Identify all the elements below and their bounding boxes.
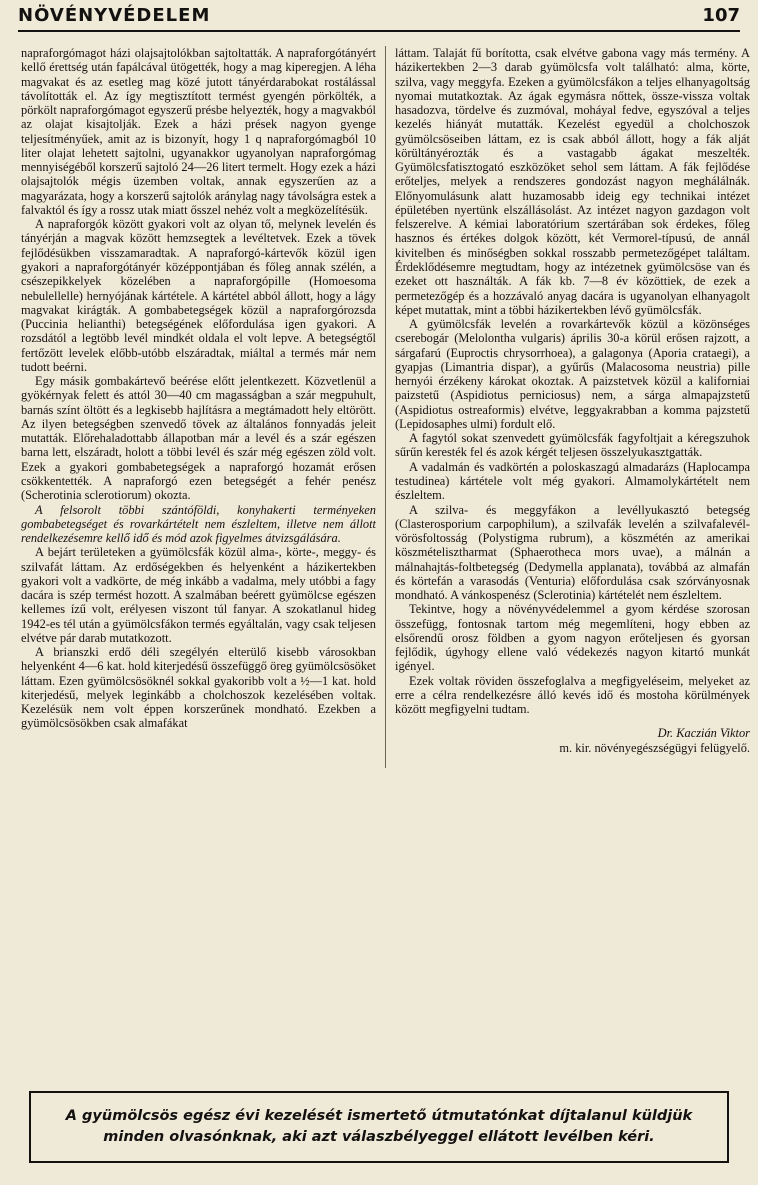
journal-title: NÖVÉNYVÉDELEM [18,5,211,26]
page-number: 107 [702,5,740,26]
paragraph: A gyümölcsfák levelén a rovarkártevők közül a közönséges cserebogár (Melolontha vulgaris) április 30-a körül erősen rajzott, a sárgafarú (Euproctis chrysorrhoea), a galagonya (Aporia crataegi), a gyapjas (Limantria dispar), a gyűrűs (Malacosoma neustria) pille hernyói érzékeny károkat okoztak. A paizstetvek közül a kaliforniai paizstetű (Aspidiotus perniciosus) nem, a sárga almapajzstetű (Aspidiotus ostreaformis) elvétve, leggyakrabban a komma pajzstetű (Lepidosaphes ulmi) fordult elő. [395,317,750,431]
paragraph: A felsorolt többi szántóföldi, konyhakerti terményeken gombabetegséget és rovarkártételt nem észleltem, illetve nem állott rendelkezésemre kellő idő és mód azok figyelmes átvizsgálására. [21,502,376,546]
right-column [395,46,750,768]
paragraph: napraforgómagot házi olajsajtolókban sajtoltatták. A napraforgótányért kellő érettség után fapálcával ütögették, hogy a mag kiperegjen. A léha magvakat és az esetleg mag közé jutott tányérdarabokat rostálással távolították el. Az így megtisztított termést gyengén pörkölték, a pörkölt napraforgómagot egyszerű présbe helyezték, hogy a magvakból az olajat kisajtolják. Ezek a házi prések nagyon gyenge teljesítményűek, amit az is bizonyít, hogy 1 q napraforgómagból 10 liter olajat lehetett sajtolni, ugyanakkor ugyanolyan napraforgómag mennyiségéből korszerű sajtoló 24—26 litert termelt. Hogy ezek a házi olajsajtolók mégis üzemben voltak, annak egyszerűen az a magyarázata, hogy a korszerű sajtolók aránylag nagy távolságra estek a falvaktól és így a rossz utak miatt ősszel nehéz volt a megközelítésük. [21,46,376,217]
paragraph: A fagytól sokat szenvedett gyümölcsfák fagyfoltjait a kéregszuhok sűrűn keresték fel és azok kérgét teljesen összelyukasztgatták. [395,431,750,460]
left-column [21,46,376,768]
column-divider [385,46,386,768]
paragraph: láttam. Talaját fű borította, csak elvétve gabona vagy más termény. A házikertekben 2—3 darab gyümölcsfa volt található: alma, körte, szilva, vagy meggyfa. Ezeken a gyümölcsfákon a teljes elhanyagoltság nyomai mutatkoztak. Az ágak egymásra nőttek, össze-vissza voltak hasadozva, tördelve és zuzmóval, moháyal fedve, egyszóval a teljes kezelés hiányát mutatták. Kezelést egyedül a cholchoszok gyümölcsöseiben láttam, ez is csak abból állott, hogy a fák alját körültányérozták és a vastagabb ágakat meszelték. Gyümölcsfatisztogató eszközöket sehol sem láttam. A fák fejlődése erőteljes, melyek a rendszeres gondozást nagyon meghálálnák. Előnyomulásunk alatt huzamosabb ideig egy technikai intézet épületében nyertünk elszállásolást. Az intézet nagyon gazdagon volt felszerelve. A kémiai laboratórium szertárában sok érdekes, főleg hasznos és értékes dolgok között, két Vermorel-típusú, de annál kivitelben és minőségben sokkal rosszabb permetezőgépet találtam. Érdeklődésemre megtudtam, hogy az intézetnek gyümölcsöse van és ezeket ott használták. A fák kb. 7—8 év közöttiek, de ezek a permetezőgép és a hozzávaló anyag dacára is ugyanolyan elhanyagolt képet mutattak, mint a többi házikertekben lévő gyümölcsfák. [395,46,750,317]
paragraph: A bejárt területeken a gyümölcsfák közül alma-, körte-, meggy- és szilvafát láttam. Az erdőségekben és helyenként a házikertekben gyakori volt a vadkörte, de még inkább a vadalma, mely utóbbi a fagy dacára is szép termést hozott. A szalmában beérett gyümölcse egészen kellemes ízű volt, erélyesen viszont túl fanyar. A szokatlanul hideg 1942-es tél után a gyümölcsfákon termés egyáltalán, vagy csak teljesen elvétve pár darab mutatkozott. [21,545,376,645]
paragraph: Ezek voltak röviden összefoglalva a megfigyeléseim, melyeket az erre a célra rendelkezésre álló kevés idő és mostoha körülmények között megfigyelni tudtam. [395,673,750,717]
paragraph: Tekintve, hogy a növényvédelemmel a gyom kérdése szorosan összefügg, fontosnak tartom még megemlíteni, hogy ebben az elsőrendű orosz földben a gyom nagyon erőteljesen és gyorsan fejlődik, úgyhogy ellene való védekezés nagyon kitartó munkát igényel. [395,602,750,674]
page-header [18,5,740,35]
notice-box [29,1091,729,1163]
paragraph: A szilva- és meggyfákon a levéllyukasztó betegség (Clasterosporium carpophilum), a szilvafák levelén a szilvafalevél-vörösfoltosság (Polystigma rubrum), a köszmétén az amerikai köszmételisztharmat (Sphaerotheca mors uvae), a málnán a málnahajtás-foltbetegség (Dedymella applanata), továbbá az almafán és körtefán a varasodás (Venturia) előfordulása csak szórványosnak mondható. A vánkospenész (Sclerotinia) kártételét nem észleltem. [395,502,750,603]
paragraph: A vadalmán és vadkörtén a poloskaszagú almadarázs (Haplocampa testudinea) kártétele volt még gyakori. Almamolykártételt nem észleltem. [395,459,750,503]
paragraph: A napraforgók között gyakori volt az olyan tő, melynek levelén és tányérján a magvak között hemzsegtek a levéltetvek. Ezek a tövek fejlődésükben visszamaradtak. A napraforgó-kártevők közül igen gyakori a napraforgótányér középpontjában és főleg annak szélén, a csészepikkelyek közelében a napraforgópille (Homoesoma nebulellelle) hernyójának kártétele. A kártétel abból állott, hogy a lágy magvakat kirágták. A gombabetegségek közül a napraforgórozsda (Puccinia helianthi) betegségének előfordulása igen gyakori. A rozsdától a legtöbb levél mindkét oldala el volt lepve. A betegségtől fertőzött levelek előbb-utóbb elszáradtak, miáltal a termés már nem tudott beérni. [21,217,376,374]
paragraph: A brianszki erdő déli szegélyén elterülő kisebb városokban helyenként 4—6 kat. hold kiterjedésű összefüggő öreg gyümölcsösöket láttam. Ezen gyümölcsösöknél sokkal gyakoribb volt a ½—1 kat. hold kiterjedésű, melyek leginkább a cholchoszok kezelésében voltak. Kezelésük nem volt éppen korszerűnek mondható. Ezekben a gyümölcsösökben csak almafákat [21,645,376,731]
author-name: Dr. Kaczián Viktor [657,726,750,741]
article-body [21,46,750,768]
header-rule [18,30,740,32]
notice-text: A gyümölcsös egész évi kezelését ismertető útmutatónkat díjtalanul küldjük minden olvasónknak, aki azt válaszbélyeggel ellátott levélben kéri. [65,1108,693,1145]
paragraph: Egy másik gombakártevő beérése előtt jelentkezett. Közvetlenül a gyökérnyak felett és attól 30—40 cm magasságban a szár megpuhult, barnás színt öltött és a legkisebb hajlításra a megtámadott hely eltörött. Az ilyen betegségben szenvedő tövek az általános fonnyadás jeleit mutatták. Előrehaladottabb állapotban már a levél és a szár egészen barna lett, elszáradt, holott a többi levél és szár még egészen zöld volt. Ezek a gyakori gombabetegségek a napraforgó hozamát erősen csökkentették. A napraforgó ezen betegségét a fehér penész (Scherotinia sclerotiorum) okozta. [21,374,376,503]
author-title: m. kir. növényegészségügyi felügyelő. [559,740,750,755]
